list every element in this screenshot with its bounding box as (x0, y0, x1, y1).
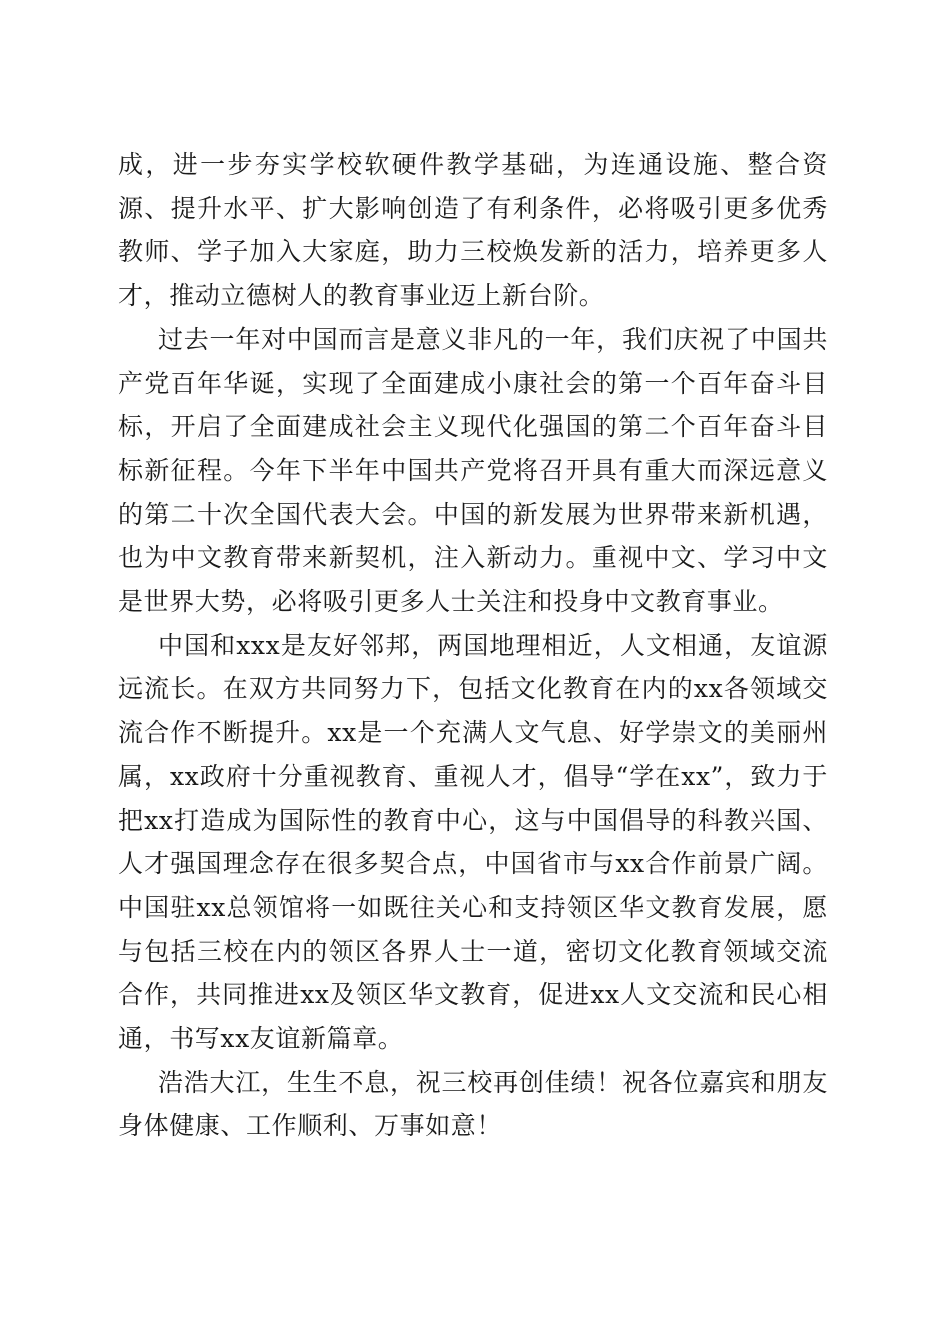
paragraph-past-year: 过去一年对中国而言是意义非凡的一年，我们庆祝了中国共产党百年华诞，实现了全面建成小康社会的第一个百年奋斗目标，开启了全面建成社会主义现代化强国的第二个百年奋斗目标新征程。今年下半年中国共产党将召开具有重大而深远意义的第二十次全国代表大会。中国的新发展为世界带来新机遇，也为中文教育带来新契机，注入新动力。重视中文、学习中文是世界大势，必将吸引更多人士关注和投身中文教育事业。 (118, 324, 828, 617)
paragraph-friendship: 中国和xxx是友好邻邦，两国地理相近，人文相通，友谊源远流长。在双方共同努力下，包括文化教育在内的xx各领域交流合作不断提升。xx是一个充满人文气息、好学崇文的美丽州属，xx政府十分重视教育、重视人才，倡导“学在xx”，致力于把xx打造成为国际性的教育中心，这与中国倡导的科教兴国、人才强国理念存在很多契合点，中国省市与xx合作前景广阔。中国驻xx总领馆将一如既往关心和支持领区华文教育发展，愿与包括三校在内的领区各界人士一道，密切文化教育领域交流合作，共同推进xx及领区华文教育，促进xx人文交流和民心相通，书写xx友谊新篇章。 (118, 630, 828, 1054)
paragraph-continuation: 成，进一步夯实学校软硬件教学基础，为连通设施、整合资源、提升水平、扩大影响创造了有利条件，必将吸引更多优秀教师、学子加入大家庭，助力三校焕发新的活力，培养更多人才，推动立德树人的教育事业迈上新台阶。 (118, 150, 828, 311)
document-body (118, 143, 828, 1148)
paragraph-closing-wishes: 浩浩大江，生生不息，祝三校再创佳绩！祝各位嘉宾和朋友身体健康、工作顺利、万事如意！ (118, 1067, 828, 1141)
